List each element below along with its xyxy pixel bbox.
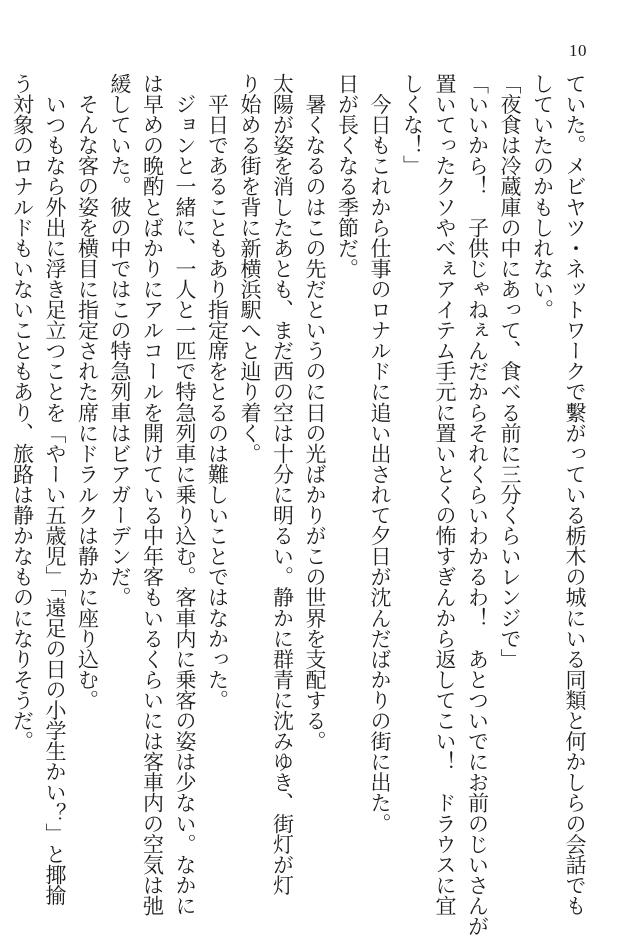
body-text bbox=[10, 73, 591, 936]
page-number: 10 bbox=[569, 41, 587, 60]
text-line: 「夜食は冷蔵庫の中にあって、食べる前に三分くらいレンジで」 bbox=[498, 73, 522, 669]
text-line: う対象のロナルドもいないこともあり、旅路は静かなものになりそうだ。 bbox=[10, 73, 35, 752]
text-line: は早めの晩酌とばかりにアルコールを開けている中年客もいるくらいには客車内の空気は弛 bbox=[140, 73, 165, 916]
text-line: そんな客の姿を横目に指定された席にドラルクは静かに座り込む。 bbox=[75, 73, 100, 711]
text-line: 置いてったクソやべぇアイテム手元に置いとくの怖すぎんから返してこい！ ドラウスに宜 bbox=[433, 73, 457, 916]
text-line: ジョンと一緒に、一人と一匹で特急列車に乗り込む。客車内に乗客の姿は少ない。なかに bbox=[173, 73, 197, 916]
text-line: 日が長くなる季節だ。 bbox=[335, 73, 360, 279]
text-line: 平日であることもあり指定席をとるのは難しいことではなかった。 bbox=[205, 73, 230, 711]
text-line: 暑くなるのはこの先だというのに日の光ばかりがこの世界を支配する。 bbox=[303, 73, 327, 752]
text-line: していたのかもしれない。 bbox=[530, 73, 555, 320]
text-line: 緩していた。彼の中ではこの特急列車はビアガーデンだ。 bbox=[108, 73, 132, 608]
text-line: いつもなら外出に浮き足立つことを「やーい五歳児」「遠足の日の小学生かい？」と揶揄 bbox=[43, 73, 67, 906]
text-line: 太陽が姿を消したあとも、まだ西の空は十分に明るい。静かに群青に沈みゆき、街灯が灯 bbox=[270, 73, 295, 895]
text-line: 「いいから！ 子供じゃねぇんだからそれくらいわかるわ！ あとついでにお前のじいさんが bbox=[465, 73, 490, 936]
text-line: しくな！」 bbox=[400, 73, 425, 176]
text-line: り始める街を背に新横浜駅へと辿り着く。 bbox=[238, 73, 262, 464]
text-line: ていた。メビヤツ・ネットワークで繫がっている栃木の城にいる同類と何かしらの会話でも bbox=[563, 73, 587, 916]
text-line: 今日もこれから仕事のロナルドに追い出されて夕日が沈んだばかりの街に出た。 bbox=[368, 73, 392, 834]
